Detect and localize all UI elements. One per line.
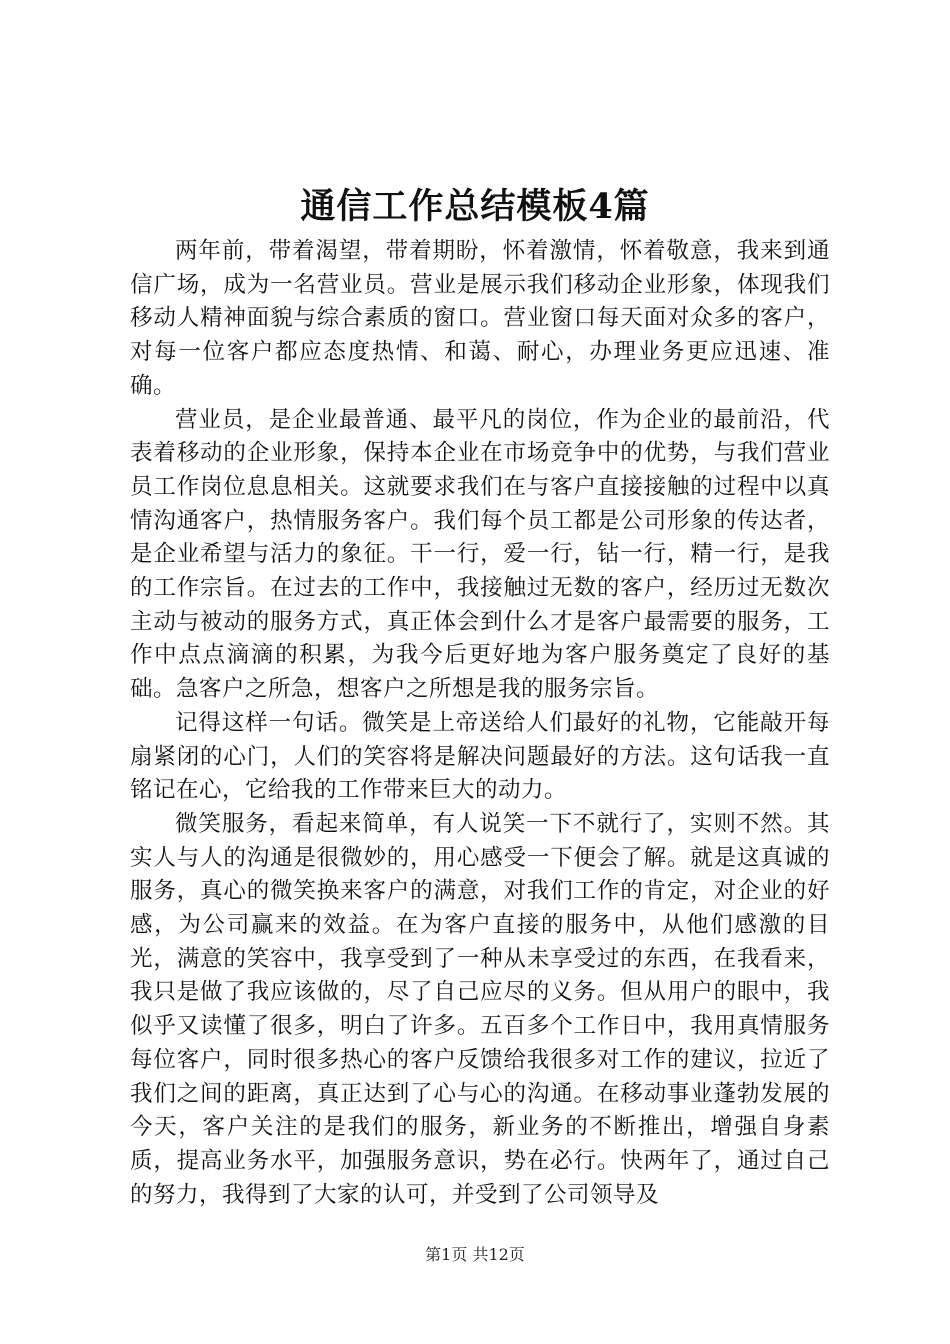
paragraph-1: 两年前，带着渴望，带着期盼，怀着激情，怀着敬意，我来到通信广场，成为一名营业员。营业是展示我们移动企业形象，体现我们移动人精神面貌与综合素质的窗口。营业窗口每天面对众多的客户，对每一位客户都应态度热情、和蔼、耐心，办理业务更应迅速、准确。 [130,238,830,399]
paragraph-4: 微笑服务，看起来简单，有人说笑一下不就行了，实则不然。其实人与人的沟通是很微妙的，用心感受一下便会了解。就是这真诚的服务，真心的微笑换来客户的满意，对我们工作的肯定，对企业的好感，为公司赢来的效益。在为客户直接的服务中，从他们感激的目光，满意的笑容中，我享受到了一种从未享受过的东西，在我看来，我只是做了我应该做的，尽了自己应尽的义务。但从用户的眼中，我似乎又读懂了很多，明白了许多。五百多个工作日中，我用真情服务每位客户，同时很多热心的客户反馈给我很多对工作的建议，拉近了我们之间的距离，真正达到了心与心的沟通。在移动事业蓬勃发展的今天，客户关注的是我们的服务，新业务的不断推出，增强自身素质，提高业务水平，加强服务意识，势在必行。快两年了，通过自己的努力，我得到了大家的认可，并受到了公司领导及 [130,810,830,1208]
document-title: 通信工作总结模板4篇 [300,186,650,227]
paragraph-3: 记得这样一句话。微笑是上帝送给人们最好的礼物，它能敲开每扇紧闭的心门，人们的笑容将是解决问题最好的方法。这句话我一直铭记在心，它给我的工作带来巨大的动力。 [130,709,830,804]
document-body [130,235,830,1212]
page-footer: 第1页 共12页 [425,1245,525,1264]
paragraph-2: 营业员，是企业最普通、最平凡的岗位，作为企业的最前沿，代表着移动的企业形象，保持本企业在市场竞争中的优势，与我们营业员工作岗位息息相关。这就要求我们在与客户直接接触的过程中以真情沟通客户，热情服务客户。我们每个员工都是公司形象的传达者，是企业希望与活力的象征。干一行，爱一行，钻一行，精一行，是我的工作宗旨。在过去的工作中，我接触过无数的客户，经历过无数次主动与被动的服务方式，真正体会到什么才是客户最需要的服务，工作中点点滴滴的积累，为我今后更好地为客户服务奠定了良好的基础。急客户之所急，想客户之所想是我的服务宗旨。 [130,406,830,703]
